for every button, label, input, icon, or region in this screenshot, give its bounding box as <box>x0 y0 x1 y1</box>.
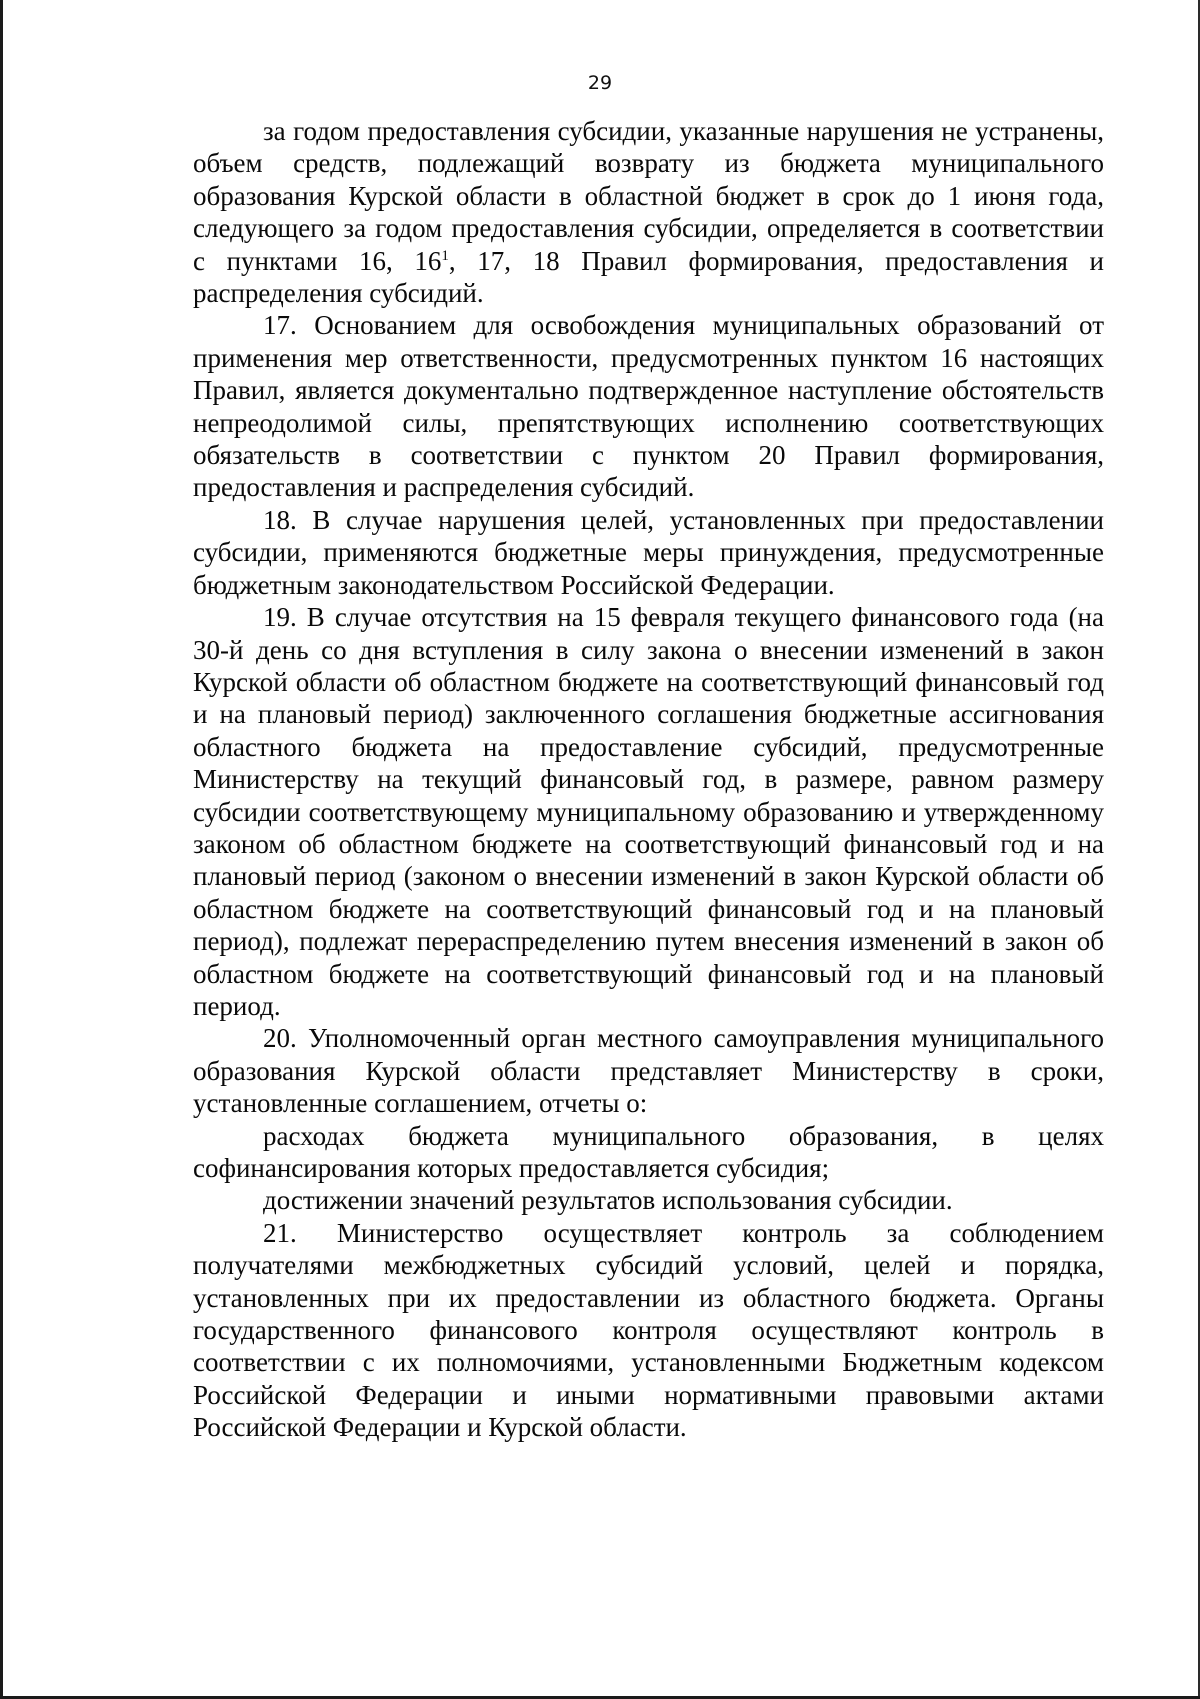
paragraph-19: 19. В случае отсутствия на 15 февраля текущего финансового года (на 30-й день со дня вступления в силу закона о внесении изменений в закон Курской области об областном бюджете на соответствующий финансовый год и на плановый период) заключенного соглашения бюджетные ассигнования областного бюджета на предоставление субсидий, предусмотренные Министерству на текущий финансовый год, в размере, равном размеру субсидии соответствующему муниципальному образованию и утвержденному законом об областном бюджете на соответствующий финансовый год и на плановый период (законом о внесении изменений в закон Курской области об областном бюджете на соответствующий финансовый год и на плановый период), подлежат перераспределению путем внесения изменений в закон об областном бюджете на соответствующий финансовый год и на плановый период. <box>193 602 1104 1021</box>
paragraph-text: , 17, 18 Правил формирования, предоставления и распределения субсидий. <box>193 245 1104 309</box>
document-body <box>193 115 1104 1444</box>
paragraph-20-results: достижении значений результатов использования субсидии. <box>263 1185 953 1216</box>
paragraph-17: 17. Основанием для освобождения муниципальных образований от применения мер ответственности, предусмотренных пунктом 16 настоящих Правил, является документально подтвержденное наступление обстоятельств непреодолимой силы, препятствующих исполнению соответствующих обязательств в соответствии с пунктом 20 Правил формирования, предоставления и распределения субсидий. <box>193 310 1104 503</box>
page-number: 29 <box>587 72 613 94</box>
paragraph-21: 21. Министерство осуществляет контроль за соблюдением получателями межбюджетных субсидий условий, целей и порядка, установленных при их предоставлении из областного бюджета. Органы государственного финансового контроля осуществляют контроль в соответствии с их полномочиями, установленными Бюджетным кодексом Российской Федерации и иными нормативными правовыми актами Российской Федерации и Курской области. <box>193 1217 1104 1443</box>
paragraph-20-expenses: расходах бюджета муниципального образования, в целях софинансирования которых предоставляется субсидия; <box>193 1120 1104 1183</box>
paragraph-text: за годом предоставления субсидии, указанные нарушения не устранены, объем средств, подлежащий возврату из бюджета муниципального образования Курской области в областной бюджет в срок до 1 июня года, следующего за годом предоставления субсидии, определяется в соответствии с пунктами 16, 16 <box>193 116 1104 276</box>
paragraph-18: 18. В случае нарушения целей, установленных при предоставлении субсидии, применяются бюджетные меры принуждения, предусмотренные бюджетным законодательством Российской Федерации. <box>193 504 1104 600</box>
superscript-footnote: 1 <box>441 247 449 264</box>
paragraph-continuation <box>193 115 1104 309</box>
scan-edge-left <box>0 0 3 1699</box>
paragraph-20: 20. Уполномоченный орган местного самоуправления муниципального образования Курской области представляет Министерству в сроки, установленные соглашением, отчеты о: <box>193 1023 1104 1119</box>
